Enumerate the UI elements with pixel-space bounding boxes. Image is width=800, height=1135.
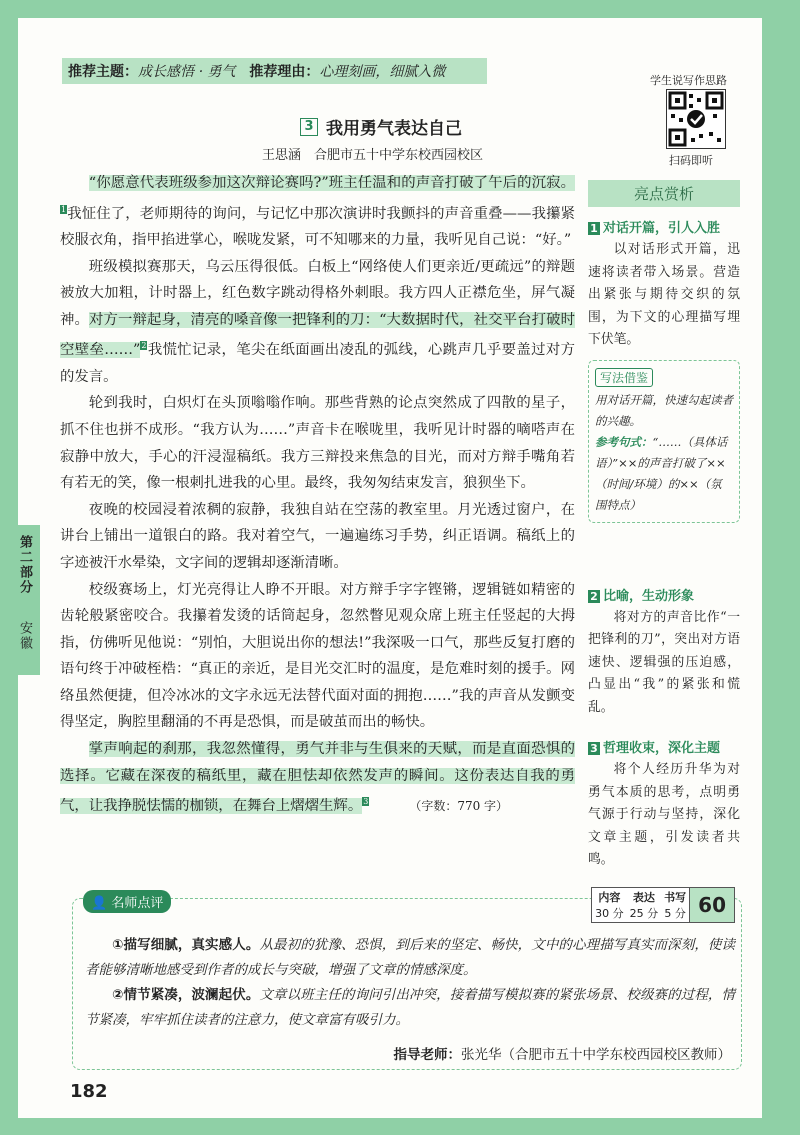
score-total: 60 xyxy=(689,888,734,922)
highlight: 对方一辩起身，清亮的嗓音像一把锋利的刀：“大数据时代，社交平台打破时空壁垒……” xyxy=(60,311,575,359)
score-value: 5 分 xyxy=(664,907,686,920)
paragraph-text: 班级模拟赛那天，乌云压得很低。白板上“网络使人们更亲近/更疏远”的辩题被放大加粗，计时器上，红色数字跳动得格外刺眼。我方四人正襟危坐，屏气凝神。 xyxy=(60,258,575,328)
paragraph xyxy=(60,736,575,820)
section-region-label: 安徽 xyxy=(17,621,32,651)
highlight-number: 1 xyxy=(588,222,600,235)
word-count: （字数：770 字） xyxy=(409,799,509,814)
highlight-title xyxy=(588,217,740,236)
review-body xyxy=(85,933,735,1033)
highlight: “你愿意代表班级参加这次辩论赛吗?”班主任温和的声音打破了午后的沉寂。 xyxy=(88,175,575,191)
teacher-review-box xyxy=(72,891,742,1070)
page-edge-band xyxy=(762,18,782,1118)
writing-tip-box xyxy=(588,360,740,523)
paragraph-text: 我怔住了，老师期待的询问，与记忆中那次演讲时我颤抖的声音重叠——我攥紧校服衣角，指甲掐进掌心，喉咙发紧，可不知哪来的力量，我听见自己说：“好。” xyxy=(60,205,575,248)
theme-value: 成长感悟 · 勇气 xyxy=(138,64,236,80)
section-side-tab xyxy=(0,525,40,675)
qr-code-icon[interactable] xyxy=(666,89,726,149)
paragraph: 轮到我时，白炽灯在头顶嗡嗡作响。那些背熟的论点突然成了四散的星子，抓不住也拼不成形。“我方认为……”声音卡在喉咙里，我听见计时器的嘀嗒声在寂静中放大，手心的汗浸湿稿纸。我方三辩投来焦急的目光，而对方辩手嘴角若有若无的笑，像一根刺扎进我的心里。最终，我匆匆结束发言，狼狈坐下。 xyxy=(60,395,575,492)
article-author: 王思涵 合肥市五十中学东校西园校区 xyxy=(262,148,484,163)
review-comment-head: ②情节紧凑，波澜起伏。 xyxy=(112,987,260,1003)
paragraph-text: 我慌忙记录，笔尖在纸面画出凌乱的弧线，心跳声几乎要盖过对方的发言。 xyxy=(60,342,575,385)
score-label: 书写 xyxy=(664,891,687,904)
article-body xyxy=(60,170,575,820)
writing-tip-tag: 写法借鉴 xyxy=(595,368,653,387)
theme-label: 推荐主题： xyxy=(68,64,138,80)
score-label: 表达 xyxy=(632,891,655,904)
tip-ref: “……（具体话语）”××的声音打破了××（时间/环境）的××（氛围特点） xyxy=(595,434,728,512)
annotation-marker: 1 xyxy=(61,204,67,214)
annotation-marker: 3 xyxy=(363,797,369,807)
reason-value: 心理刻画，细腻入微 xyxy=(319,64,446,80)
highlight-title-text: 哲理收束，深化主题 xyxy=(603,741,721,756)
review-comment xyxy=(85,983,735,1033)
score-value: 30 分 xyxy=(595,907,624,920)
highlight-title xyxy=(588,737,740,756)
page-number: 182 xyxy=(70,1081,108,1102)
user-icon: 👤 xyxy=(91,896,108,911)
review-tag xyxy=(83,890,171,913)
tip-text: 用对话开篇，快速勾起读者的兴趣。 xyxy=(595,392,733,428)
score-table xyxy=(591,887,735,923)
sidebar-heading: 亮点赏析 xyxy=(588,180,740,207)
highlight-text: 将对方的声音比作“一把锋利的刀”，突出对方语速快、逻辑强的压迫感，凸显出“我”的紧张和慌乱。 xyxy=(588,609,740,715)
article-title-text: 我用勇气表达自己 xyxy=(326,119,462,139)
highlight-text: 以对话形式开篇，迅速将读者带入场景。营造出紧张与期待交织的氛围，为下文的心理描写埋下伏笔。 xyxy=(588,242,740,347)
qr-scan-label: 扫码即听 xyxy=(669,154,713,167)
highlight-title xyxy=(588,585,740,604)
article-number: 3 xyxy=(300,118,318,136)
highlight-number: 2 xyxy=(588,590,600,603)
tip-ref-label: 参考句式： xyxy=(595,434,653,449)
writing-tip-text xyxy=(595,390,733,516)
review-comment-text: 文章以班主任的询问引出冲突，接着描写模拟赛的紧张场景、校级赛的过程，情节紧凑，牢牢抓住读者的注意力，使文章富有吸引力。 xyxy=(85,987,736,1028)
reason-label: 推荐理由： xyxy=(249,64,320,80)
paragraph xyxy=(60,254,575,391)
paragraph: 夜晚的校园浸着浓稠的寂静，我独自站在空荡的教室里。月光透过窗户，在讲台上铺出一道银白的路。我对着空气，一遍遍练习手势，纠正语调。稿纸上的字迹被汗水晕染，文字间的逻辑却逐渐清晰。 xyxy=(60,501,575,571)
highlight-title-text: 比喻，生动形象 xyxy=(603,588,695,604)
teacher-name: 张光华（合肥市五十中学东校西园校区教师） xyxy=(461,1047,731,1063)
teacher-label: 指导老师： xyxy=(393,1047,461,1063)
highlights-sidebar xyxy=(588,180,740,872)
score-label: 内容 xyxy=(598,891,621,904)
highlight-title-text: 对话开篇，引人入胜 xyxy=(603,221,721,236)
article-title xyxy=(300,114,462,139)
highlight: 掌声响起的刹那，我忽然懂得，勇气并非与生俱来的天赋，而是直面恐惧的选择。它藏在深夜的稿纸里，藏在胆怯却依然发声的瞬间。这份表达自我的勇气，让我挣脱怯懦的枷锁，在舞台上熠熠生辉。 xyxy=(60,741,575,815)
review-comment-head: ①描写细腻，真实感人。 xyxy=(112,937,260,953)
qr-caption: 学生说写作思路 xyxy=(650,74,727,87)
theme-bar xyxy=(62,58,487,84)
section-part-label: 第二部分 xyxy=(17,535,32,595)
highlight-text: 将个人经历升华为对勇气本质的思考，点明勇气源于行动与坚持，深化文章主题，引发读者共鸣。 xyxy=(588,762,740,867)
highlight-number: 3 xyxy=(588,742,600,755)
annotation-marker: 2 xyxy=(141,341,147,351)
teacher-signature xyxy=(394,1043,732,1063)
review-tag-text: 名师点评 xyxy=(111,896,164,911)
review-comment xyxy=(85,933,735,983)
paragraph: 校级赛场上，灯光亮得让人睁不开眼。对方辩手字字铿锵，逻辑链如精密的齿轮般紧密咬合。我攥着发烫的话筒起身，忽然瞥见观众席上班主任竖起的大拇指，仿佛听见他说：“别怕，大胆说出你的想法!”我深吸一口气，那些反复打磨的语句终于冲破桎梏：“真正的亲近，是目光交汇时的温度，是危难时刻的援手。网络虽然便捷，但冷冰冰的文字永远无法替代面对面的拥抱……”我的声音从发颤变得坚定，胸腔里翻涌的不再是恐惧，而是破茧而出的畅快。 xyxy=(60,581,575,731)
score-value: 25 分 xyxy=(629,907,659,920)
review-comment-text: 从最初的犹豫、恐惧，到后来的坚定、畅快，文中的心理描写真实而深刻，使读者能够清晰地感受到作者的成长与突破，增强了文章的情感深度。 xyxy=(85,937,736,978)
paragraph xyxy=(60,170,575,254)
